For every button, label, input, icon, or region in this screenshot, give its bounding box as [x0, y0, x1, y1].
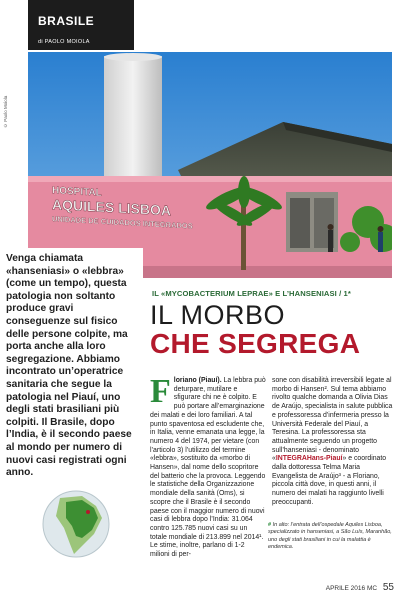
section-label: BRASILE — [38, 14, 95, 28]
issue-date: APRILE 2016 — [325, 585, 366, 592]
dateline: loriano (Piauí). — [173, 377, 222, 384]
body-column-1 — [150, 373, 266, 560]
photo-credit: © Paolo Moiola — [3, 95, 8, 128]
sign-line1: HOSPITAL — [52, 185, 102, 199]
photo-caption — [268, 522, 394, 562]
column2-text-a: sone con disabilità irreversibili legate al morbo di Hansen². Sul tema abbiamo rivolto qualche domanda a Olivia Dias de Araújo, specialista in salute pubblica e professoressa d’infermeria presso la Università Federale del Piauí, a Teresina. La professoressa sta attualmente seguendo un progetto sull’hanseniasi - denominato « — [272, 377, 393, 463]
brazil-map — [30, 488, 120, 558]
body-column-2 — [272, 377, 396, 508]
caption-mark: # — [268, 522, 272, 528]
caption-text: In alto: l’entrata dell’ospedale Aquiles Lisboa, specializzato in hanseniasi, a São Luís, Maranhão, uno degli stati brasiliani in cui la malattia è endemica. — [268, 522, 392, 551]
lead-text: Venga chiamata «hanseniasi» o «lebbra» (come un tempo), questa patologia non soltanto produce gravi conseguenze sul fisico delle persone colpite, ma porta anche alla loro segregazione. Abbiamo incontrato un’operatrice sanitaria che segue la patologia nel Piauí, uno degli stati brasiliani più colpiti. Il Brasile, dopo l’India, è il secondo paese al mondo per numero di nuovi casi registrati ogni anno. — [6, 253, 132, 479]
page-number: 55 — [382, 582, 394, 593]
byline: di PAOLO MOIOLA — [38, 39, 90, 45]
sign-line3: UNIDADE DE CUIDADOS INTEGRADOS — [52, 214, 193, 231]
page-footer — [326, 582, 394, 593]
section-tab — [28, 0, 134, 50]
title-line2: CHE SEGREGA — [150, 328, 361, 359]
magazine-abbr: MC — [366, 585, 378, 592]
article-kicker: IL «MYCOBACTERIUM LEPRAE» E L’HANSENIASI / 1* — [152, 289, 351, 298]
sign-line2: AQUILES LISBOA — [52, 196, 171, 219]
lead-box — [0, 248, 143, 488]
hospital-photo — [28, 52, 392, 278]
title-line1: IL MORBO — [150, 300, 286, 330]
column2-text-b: » e coordinato dalla dottoressa Telma Maria Evangelista de Araújo³ - a Floriano, piccola città dove, in questi anni, il numero dei malati ha raggiunto livelli preoccupanti. — [272, 455, 387, 506]
drop-cap: F — [150, 373, 171, 410]
project-name: INTEGRAHans-Piauí — [275, 455, 343, 463]
location-dot — [86, 510, 90, 514]
column1-text: La lebbra può deturpare, mutilare e sfigurare chi ne è colpito. E può portare all’emarginazione dei malati e dei loro familiari. A tal punto spaventosa ed escludente che, in Italia, venne emanata una legge, la numero 4 del 1974, per vietare (con l’articolo 3) l’utilizzo del termine «lebbra», sostituito da «morbo di Hansen», dal nome dello scopritore del batterio che la provoca. Leggendo le statistiche della Organizzazione mondiale della sanità (Oms), si scopre che il Brasile è il secondo paese con il maggior numero di nuovi casi di lebbra dopo l’India: 31.064 contro 125.785 nuovi casi su un totale mondiale di 213.899 nel 2014¹. Le stime, inoltre, parlano di 1-2 milioni di per- — [150, 377, 266, 559]
